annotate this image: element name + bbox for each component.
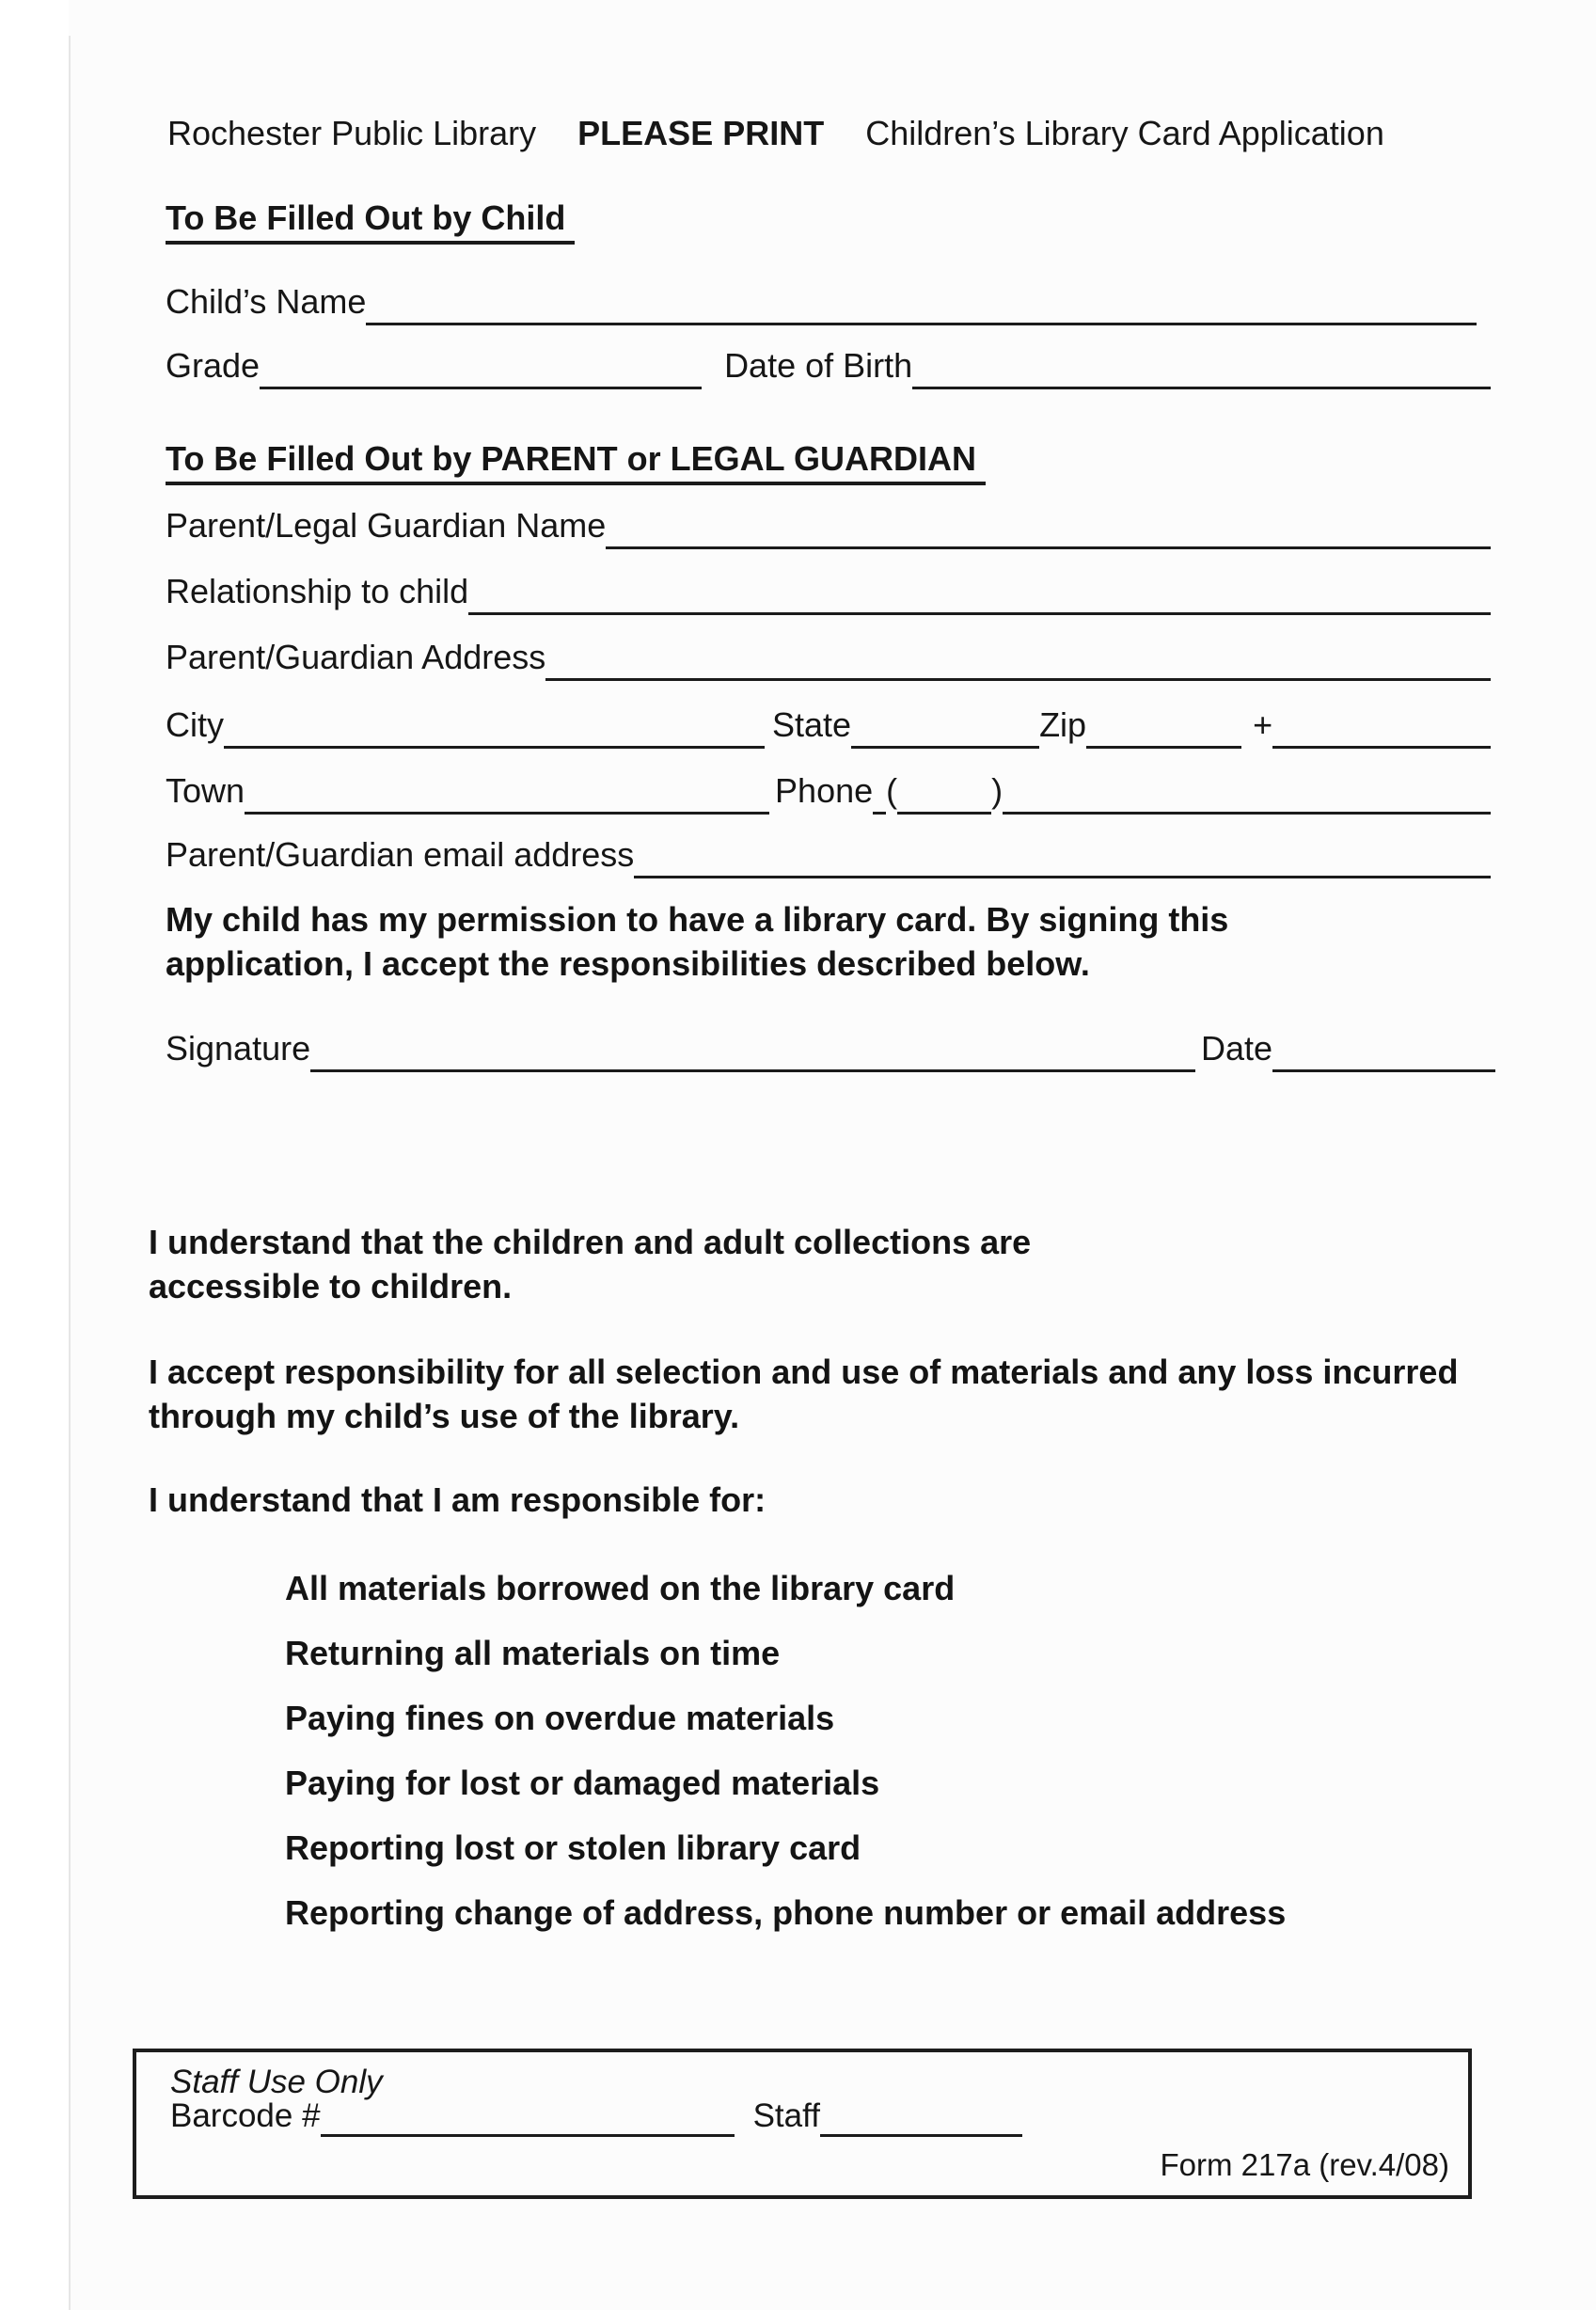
signature-blank — [310, 1069, 1195, 1072]
responsibility-item: Returning all materials on time — [285, 1634, 781, 1672]
staff-label: Staff — [752, 2097, 820, 2134]
zip-plus-label: + — [1253, 705, 1273, 744]
print-notice: PLEASE PRINT — [577, 114, 825, 152]
grade-blank — [260, 387, 702, 389]
dob-blank — [912, 387, 1491, 389]
responsibility-item: Paying for lost or damaged materials — [285, 1764, 880, 1802]
grade-label: Grade — [166, 346, 261, 385]
signature-row — [166, 1025, 1495, 1072]
city-label: City — [166, 705, 224, 744]
staff-use-only-label: Staff Use Only — [170, 2064, 383, 2100]
city-state-zip-row — [166, 702, 1491, 749]
zip-label: Zip — [1039, 705, 1087, 744]
child-name-row — [166, 278, 1477, 325]
responsibility-item: Paying fines on overdue materials — [285, 1699, 835, 1737]
scan-left-margin — [0, 0, 69, 2310]
phone-gap-blank — [873, 812, 886, 815]
date-blank — [1272, 1069, 1495, 1072]
responsibilities-list — [285, 1571, 1286, 1960]
relationship-blank — [468, 612, 1491, 615]
parent-name-label: Parent/Legal Guardian Name — [166, 506, 607, 545]
form-number: Form 217a (rev.4/08) — [1160, 2147, 1449, 2182]
terms-para-1: I understand that the children and adult collections are accessible to children. — [149, 1223, 1032, 1305]
phone-paren-close: ) — [991, 771, 1003, 810]
state-label: State — [772, 705, 852, 744]
phone-area-blank — [897, 812, 991, 815]
email-blank — [634, 876, 1491, 878]
staff-use-only-box — [133, 2049, 1472, 2199]
address-blank — [545, 678, 1491, 681]
child-name-blank — [366, 323, 1477, 325]
town-phone-row — [166, 767, 1491, 815]
phone-label: Phone — [775, 771, 874, 810]
scan-page-edge-line — [69, 36, 71, 2310]
barcode-label: Barcode # — [170, 2097, 321, 2134]
barcode-row — [170, 2099, 1449, 2137]
parent-section-heading: To Be Filled Out by PARENT or LEGAL GUARDIAN — [166, 442, 986, 485]
form-title: Children’s Library Card Application — [865, 114, 1384, 152]
state-blank — [851, 746, 1039, 749]
address-label: Parent/Guardian Address — [166, 638, 546, 676]
responsibility-item: All materials borrowed on the library card — [285, 1569, 956, 1607]
child-section-heading: To Be Filled Out by Child — [166, 201, 575, 245]
address-row — [166, 634, 1491, 681]
town-label: Town — [166, 771, 245, 810]
signature-label: Signature — [166, 1029, 311, 1068]
relationship-label: Relationship to child — [166, 572, 469, 610]
city-blank — [224, 746, 765, 749]
email-row — [166, 831, 1491, 878]
zip-plus-blank — [1272, 746, 1491, 749]
library-name: Rochester Public Library — [167, 114, 537, 152]
phone-paren-open: ( — [886, 771, 898, 810]
email-label: Parent/Guardian email address — [166, 835, 635, 874]
parent-name-row — [166, 502, 1491, 549]
staff-blank — [820, 2134, 1022, 2137]
grade-dob-row — [166, 342, 1491, 389]
permission-statement: My child has my permission to have a library card. By signing this application, I accept the responsibilities described below. — [166, 900, 1229, 983]
responsibility-item: Reporting lost or stolen library card — [285, 1828, 861, 1867]
town-blank — [245, 812, 769, 815]
parent-name-blank — [606, 546, 1491, 549]
child-name-label: Child’s Name — [166, 282, 367, 321]
terms-para-2: I accept responsibility for all selection and use of materials and any loss incurred through my child’s use of the library. — [149, 1353, 1459, 1435]
responsibility-item: Reporting change of address, phone number or email address — [285, 1893, 1287, 1932]
relationship-row — [166, 568, 1491, 615]
dob-label: Date of Birth — [724, 346, 913, 385]
terms-para-3: I understand that I am responsible for: — [149, 1480, 766, 1519]
form-header — [167, 114, 1384, 152]
date-label: Date — [1200, 1029, 1272, 1068]
barcode-blank — [321, 2134, 735, 2137]
phone-number-blank — [1003, 812, 1491, 815]
zip-blank — [1086, 746, 1241, 749]
